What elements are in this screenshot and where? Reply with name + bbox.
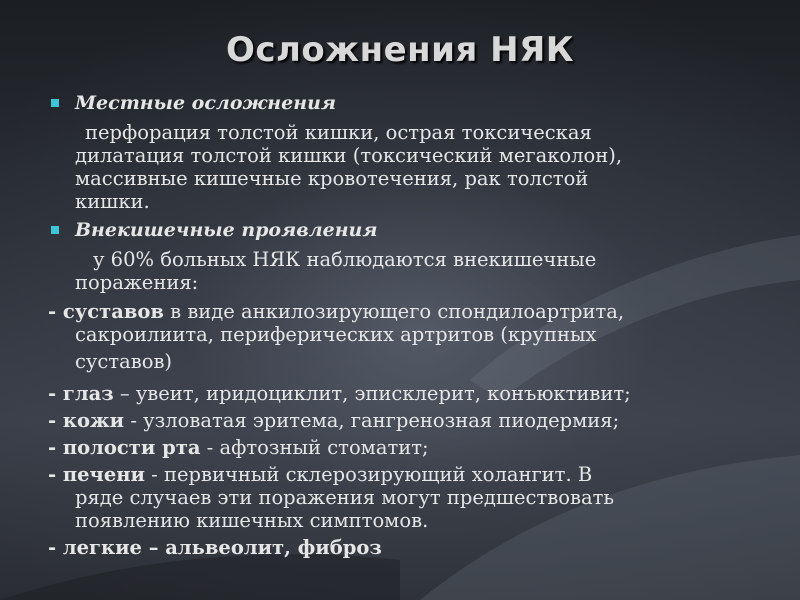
list-item-skin: - кожи - узловатая эритема, гангренозная пиодермия; <box>48 409 620 432</box>
slide-content <box>48 92 778 563</box>
section-text-extraintestinal: у 60% больных НЯК наблюдаются внекишечные поражения: <box>75 248 597 294</box>
section-heading-extraintestinal: Внекишечные проявления <box>48 219 778 242</box>
list-item-joints: - суставов в виде анкилозирующего спондилоартрита, сакроилиита, периферических артритов (крупных суставов) <box>48 300 625 373</box>
section-text-local: перфорация толстой кишки, острая токсическая дилатация толстой кишки (токсический мегаколон), массивные кишечные кровотечения, рак толстой кишки. <box>75 121 623 213</box>
list-item-liver: - печени - первичный склерозирующий холангит. В ряде случаев эти поражения могут предшествовать появлению кишечных симптомов. <box>48 463 614 532</box>
section-heading-local: Местные осложнения <box>48 92 778 115</box>
bullet-square-icon <box>51 99 59 107</box>
list-item-lungs: - легкие – альвеолит, фиброз <box>48 536 382 559</box>
list-item-eyes: - глаз – увеит, иридоциклит, эписклерит, конъюктивит; <box>48 382 631 405</box>
bullet-square-icon <box>51 226 59 234</box>
slide-title: Осложнения НЯК <box>225 30 575 70</box>
list-item-oral: - полости рта - афтозный стоматит; <box>48 436 429 459</box>
